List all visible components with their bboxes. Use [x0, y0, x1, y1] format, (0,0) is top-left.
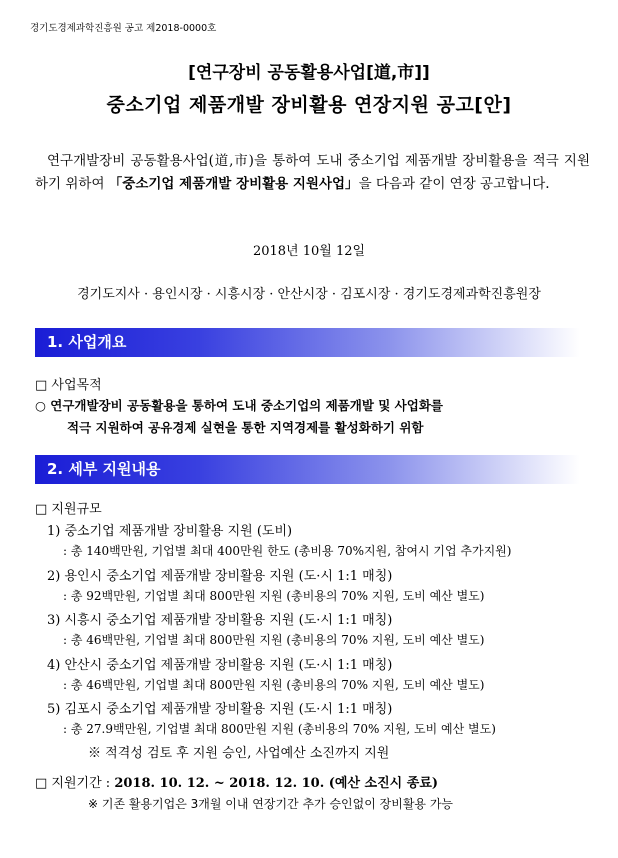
support-item-title: 2) 용인시 중소기업 제품개발 장비활용 지원 (도·시 1:1 매칭): [47, 569, 393, 584]
support-period: [35, 772, 438, 791]
eligibility-note: ※ 적격성 검토 후 지원 승인, 사업예산 소진까지 지원: [88, 746, 390, 761]
support-item-detail: : 총 92백만원, 기업별 최대 800만원 지원 (총비용의 70% 지원, 도비 예산 별도): [63, 589, 485, 603]
intro-paragraph: [35, 150, 590, 196]
section-2-header: 2. 세부 지원내용: [35, 455, 580, 484]
title-line-1: [연구장비 공동활용사업[道,市]]: [188, 63, 430, 83]
title-line-2: 중소기업 제품개발 장비활용 연장지원 공고[안]: [106, 94, 512, 116]
support-item-detail: : 총 27.9백만원, 기업별 최대 800만원 지원 (총비용의 70% 지원, 도비 예산 별도): [63, 722, 496, 736]
support-item-detail: : 총 46백만원, 기업별 최대 800만원 지원 (총비용의 70% 지원, 도비 예산 별도): [63, 678, 485, 692]
support-item-detail: : 총 140백만원, 기업별 최대 400만원 한도 (총비용 70%지원, 참여시 기업 추가지원): [63, 544, 512, 558]
support-period-label: □ 지원기간 :: [35, 776, 111, 791]
intro-text-after: 을 다음과 같이 연장 공고합니다.: [358, 176, 550, 192]
support-item-title: 4) 안산시 중소기업 제품개발 장비활용 지원 (도·시 1:1 매칭): [47, 658, 393, 673]
support-period-value: 2018. 10. 12. ~ 2018. 12. 10. (예산 소진시 종료): [114, 776, 439, 791]
announcement-date: 2018년 10월 12일: [252, 244, 366, 259]
extension-note: ※ 기존 활용기업은 3개월 이내 연장기간 추가 승인없이 장비활용 가능: [88, 797, 454, 811]
support-item-title: 1) 중소기업 제품개발 장비활용 지원 (도비): [47, 524, 293, 539]
intro-text-before: 연구개발장비 공동활용사업(道,市)을 통하여 도내 중소기업 제품개발 장비활용을 적극 지원하기 위하여: [35, 153, 590, 192]
issuing-organizations: 경기도지사 · 용인시장 · 시흥시장 · 안산시장 · 김포시장 · 경기도경제과학진흥원장: [77, 287, 541, 302]
section-1-header: 1. 사업개요: [35, 328, 580, 357]
support-item-title: 5) 김포시 중소기업 제품개발 장비활용 지원 (도·시 1:1 매칭): [47, 702, 393, 717]
purpose-heading: □ 사업목적: [35, 378, 102, 393]
purpose-line-1: ○ 연구개발장비 공동활용을 통하여 도내 중소기업의 제품개발 및 사업화를: [35, 398, 443, 413]
document-number: 경기도경제과학진흥원 공고 제2018-0000호: [30, 23, 217, 34]
purpose-line-2: 적극 지원하여 공유경제 실현을 통한 지역경제를 활성화하기 위함: [67, 420, 424, 435]
support-scale-heading: □ 지원규모: [35, 502, 102, 517]
support-item-title: 3) 시흥시 중소기업 제품개발 장비활용 지원 (도·시 1:1 매칭): [47, 613, 393, 628]
intro-bold-program-name: 「중소기업 제품개발 장비활용 지원사업」: [108, 176, 359, 192]
support-item-detail: : 총 46백만원, 기업별 최대 800만원 지원 (총비용의 70% 지원, 도비 예산 별도): [63, 633, 485, 647]
